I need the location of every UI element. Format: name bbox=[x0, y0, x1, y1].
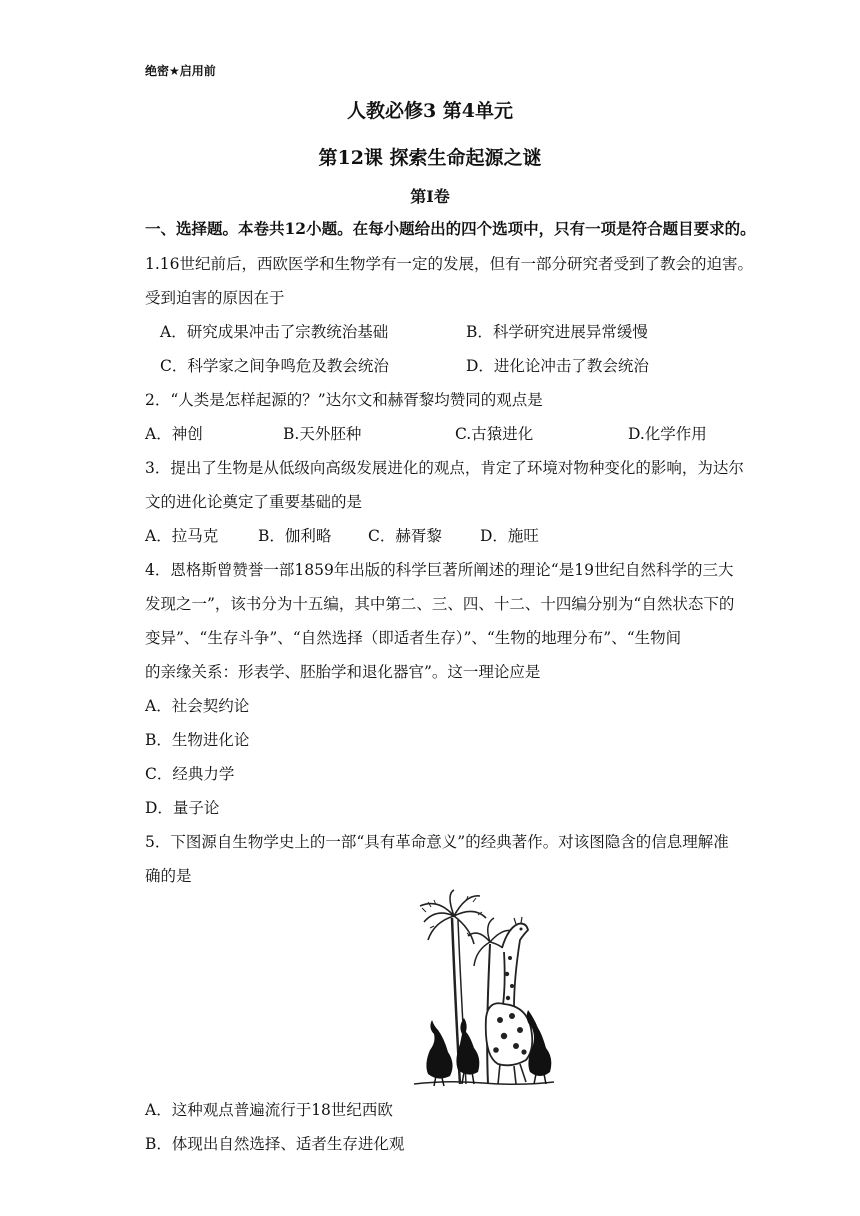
volume-title: 第Ⅰ卷 bbox=[410, 187, 450, 206]
question-5-line-2: 确的是 bbox=[145, 867, 192, 885]
evolution-illustration bbox=[408, 888, 558, 1090]
question-3-option-b: B．伽利略 bbox=[258, 527, 332, 545]
question-1-option-b: B．科学研究进展异常缓慢 bbox=[466, 323, 648, 341]
question-1-option-d: D．进化论冲击了教会统治 bbox=[466, 357, 649, 375]
question-2-option-a: A．神创 bbox=[145, 425, 203, 443]
question-1-option-c: C．科学家之间争鸣危及教会统治 bbox=[160, 357, 389, 375]
question-4-option-d: D．量子论 bbox=[145, 799, 220, 817]
question-5-option-a: A．这种观点普遍流行于18世纪西欧 bbox=[145, 1101, 393, 1119]
question-2-option-b: B.天外胚种 bbox=[283, 425, 362, 443]
question-2-option-d: D.化学作用 bbox=[628, 425, 707, 443]
question-4-line-3: 变异”、“生存斗争”、“自然选择（即适者生存）”、“生物的地理分布”、“生物间 bbox=[145, 629, 682, 647]
question-3-option-d: D．施旺 bbox=[480, 527, 539, 545]
question-4-option-a: A．社会契约论 bbox=[145, 697, 250, 715]
question-2-option-c: C.古猿进化 bbox=[455, 425, 534, 443]
secret-label: 绝密★启用前 bbox=[145, 64, 216, 78]
question-3-line-2: 文的进化论奠定了重要基础的是 bbox=[145, 493, 363, 511]
question-1-line-2: 受到迫害的原因在于 bbox=[145, 289, 285, 307]
question-4-line-1: 4．恩格斯曾赞誉一部1859年出版的科学巨著所阐述的理论“是19世纪自然科学的三大 bbox=[145, 561, 734, 579]
question-4-line-2: 发现之一”，该书分为十五编，其中第二、三、四、十二、十四编分别为“自然状态下的 bbox=[145, 595, 735, 613]
question-4-line-4: 的亲缘关系：形表学、胚胎学和退化器官”。这一理论应是 bbox=[145, 663, 541, 681]
question-3-option-a: A．拉马克 bbox=[145, 527, 219, 545]
question-2-line-1: 2．“人类是怎样起源的？”达尔文和赫胥黎均赞同的观点是 bbox=[145, 391, 543, 409]
question-3-option-c: C．赫胥黎 bbox=[368, 527, 442, 545]
lesson-title: 第12课 探索生命起源之谜 bbox=[318, 147, 542, 169]
question-1-line-1: 1.16世纪前后，西欧医学和生物学有一定的发展，但有一部分研究者受到了教会的迫害。 bbox=[145, 255, 754, 273]
question-4-option-c: C．经典力学 bbox=[145, 765, 235, 783]
section-heading: 一、选择题。本卷共12小题。在每小题给出的四个选项中，只有一项是符合题目要求的。 bbox=[145, 219, 756, 238]
question-1-option-a: A．研究成果冲击了宗教统治基础 bbox=[160, 323, 389, 341]
question-3-line-1: 3．提出了生物是从低级向高级发展进化的观点，肯定了环境对物种变化的影响，为达尔 bbox=[145, 459, 744, 477]
question-5-option-b: B．体现出自然选择、适者生存进化观 bbox=[145, 1135, 405, 1153]
question-4-option-b: B．生物进化论 bbox=[145, 731, 250, 749]
question-5-line-1: 5．下图源自生物学史上的一部“具有革命意义”的经典著作。对该图隐含的信息理解准 bbox=[145, 833, 729, 851]
unit-title: 人教必修3 第4单元 bbox=[346, 100, 514, 122]
